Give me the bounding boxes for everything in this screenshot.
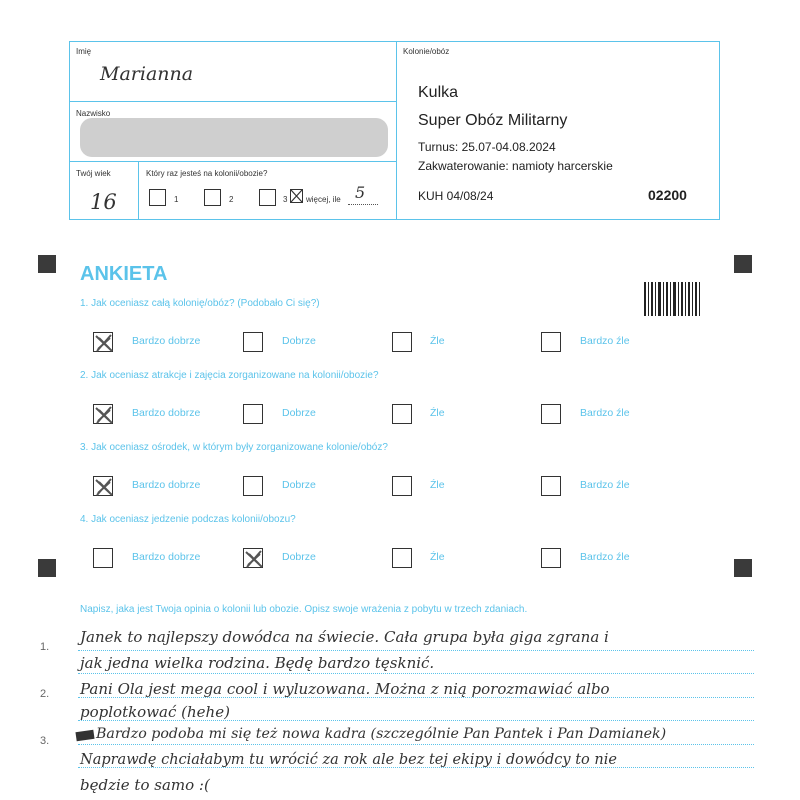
scribble-out xyxy=(75,730,94,741)
option-checkbox[interactable] xyxy=(541,404,561,424)
wiek-divider xyxy=(138,161,139,219)
option-label: Bardzo dobrze xyxy=(132,551,201,563)
barcode-icon xyxy=(644,282,700,316)
imie-label: Imię xyxy=(76,47,92,56)
option-label: Źle xyxy=(430,335,445,347)
option-checkbox[interactable] xyxy=(243,476,263,496)
opinion-line[interactable]: będzie to samo :( xyxy=(80,776,210,794)
header-column-divider xyxy=(396,42,397,219)
opinion-line[interactable]: Bardzo podoba mi się też nowa kadra (szczególnie Pan Pantek i Pan Damianek) xyxy=(96,726,667,742)
opinion-line[interactable]: Janek to najlepszy dowódca na świecie. Cała grupa była giga zgrana i xyxy=(80,628,609,646)
writing-line xyxy=(78,650,754,651)
nazwisko-label: Nazwisko xyxy=(76,109,111,118)
option-label: Bardzo źle xyxy=(580,551,630,563)
option-label: Bardzo dobrze xyxy=(132,407,201,419)
option-checkbox[interactable] xyxy=(392,548,412,568)
option-label: Bardzo dobrze xyxy=(132,479,201,491)
option-label: Dobrze xyxy=(282,407,316,419)
question-text: 1. Jak oceniasz całą kolonię/obóz? (Podobało Ci się?) xyxy=(80,298,320,309)
registration-mark xyxy=(734,255,752,273)
imie-divider xyxy=(70,101,396,102)
survey-title: ANKIETA xyxy=(80,263,168,285)
option-checkbox[interactable] xyxy=(93,548,113,568)
wiecej-field[interactable]: 5 xyxy=(355,183,366,202)
nazwisko-redacted xyxy=(80,118,388,157)
checkbox-wiecej[interactable] xyxy=(290,189,303,203)
question-text: 4. Jak oceniasz jedzenie podczas kolonii/obozu? xyxy=(80,514,296,525)
option-checkbox[interactable] xyxy=(392,404,412,424)
option-label: Bardzo źle xyxy=(580,407,630,419)
option-checkbox[interactable] xyxy=(541,332,561,352)
line-number: 1. xyxy=(40,641,50,653)
checkmark-icon xyxy=(94,477,114,497)
opinion-line[interactable]: poplotkować (hehe) xyxy=(80,703,230,721)
zakwaterowanie: Zakwaterowanie: namioty harcerskie xyxy=(418,159,613,173)
wiek-field[interactable]: 16 xyxy=(90,190,117,214)
option-label: Dobrze xyxy=(282,335,316,347)
question-text: 3. Jak oceniasz ośrodek, w którym były zorganizowane kolonie/obóz? xyxy=(80,442,388,453)
ktory-raz-label: Który raz jesteś na kolonii/obozie? xyxy=(146,169,268,178)
checkmark-icon xyxy=(244,549,264,569)
option-label: Bardzo dobrze xyxy=(132,335,201,347)
checkbox-2[interactable] xyxy=(204,189,221,206)
opinion-line[interactable]: Naprawdę chciałabym tu wrócić za rok ale bez tej ekipy i dowódcy to nie xyxy=(80,752,617,768)
wiecej-underline xyxy=(348,204,378,205)
checkbox-2-label: 2 xyxy=(229,195,234,204)
option-checkbox[interactable] xyxy=(93,476,113,496)
option-checkbox[interactable] xyxy=(392,332,412,352)
question-text: 2. Jak oceniasz atrakcje i zajęcia zorganizowane na kolonii/obozie? xyxy=(80,370,379,381)
option-label: Źle xyxy=(430,407,445,419)
imie-field[interactable]: Marianna xyxy=(100,63,194,85)
line-number: 2. xyxy=(40,688,50,700)
option-checkbox[interactable] xyxy=(93,404,113,424)
option-checkbox[interactable] xyxy=(392,476,412,496)
registration-mark xyxy=(38,255,56,273)
line-number: 3. xyxy=(40,735,50,747)
option-checkbox[interactable] xyxy=(243,548,263,568)
header-box xyxy=(69,41,720,220)
option-label: Źle xyxy=(430,551,445,563)
checkmark-icon xyxy=(290,189,303,203)
opinion-prompt: Napisz, jaka jest Twoja opinia o kolonii lub obozie. Opisz swoje wrażenia z pobytu w trzech zdaniach. xyxy=(80,604,528,615)
option-label: Bardzo źle xyxy=(580,335,630,347)
writing-line xyxy=(78,744,754,745)
kolonia-label: Kolonie/obóz xyxy=(403,47,450,56)
checkbox-3[interactable] xyxy=(259,189,276,206)
oboz-name: Super Obóz Militarny xyxy=(418,112,568,129)
opinion-line[interactable]: Pani Ola jest mega cool i wyluzowana. Można z nią porozmawiać albo xyxy=(80,680,610,698)
numer: 02200 xyxy=(648,187,687,203)
checkmark-icon xyxy=(94,405,114,425)
option-label: Dobrze xyxy=(282,551,316,563)
writing-line xyxy=(78,673,754,674)
option-checkbox[interactable] xyxy=(541,476,561,496)
registration-mark xyxy=(734,559,752,577)
option-label: Źle xyxy=(430,479,445,491)
checkmark-icon xyxy=(94,333,114,353)
option-checkbox[interactable] xyxy=(93,332,113,352)
nazwisko-divider xyxy=(70,161,396,162)
wiek-label: Twój wiek xyxy=(76,169,111,178)
option-label: Dobrze xyxy=(282,479,316,491)
option-label: Bardzo źle xyxy=(580,479,630,491)
kod: KUH 04/08/24 xyxy=(418,189,494,203)
option-checkbox[interactable] xyxy=(243,332,263,352)
checkbox-1[interactable] xyxy=(149,189,166,206)
opinion-line[interactable]: jak jedna wielka rodzina. Będę bardzo tęsknić. xyxy=(80,654,435,672)
checkbox-1-label: 1 xyxy=(174,195,179,204)
option-checkbox[interactable] xyxy=(541,548,561,568)
wiecej-label: więcej, ile xyxy=(306,195,341,204)
kolonia-name: Kulka xyxy=(418,84,459,101)
registration-mark xyxy=(38,559,56,577)
checkbox-3-label: 3 xyxy=(283,195,288,204)
option-checkbox[interactable] xyxy=(243,404,263,424)
turnus: Turnus: 25.07-04.08.2024 xyxy=(418,140,556,154)
